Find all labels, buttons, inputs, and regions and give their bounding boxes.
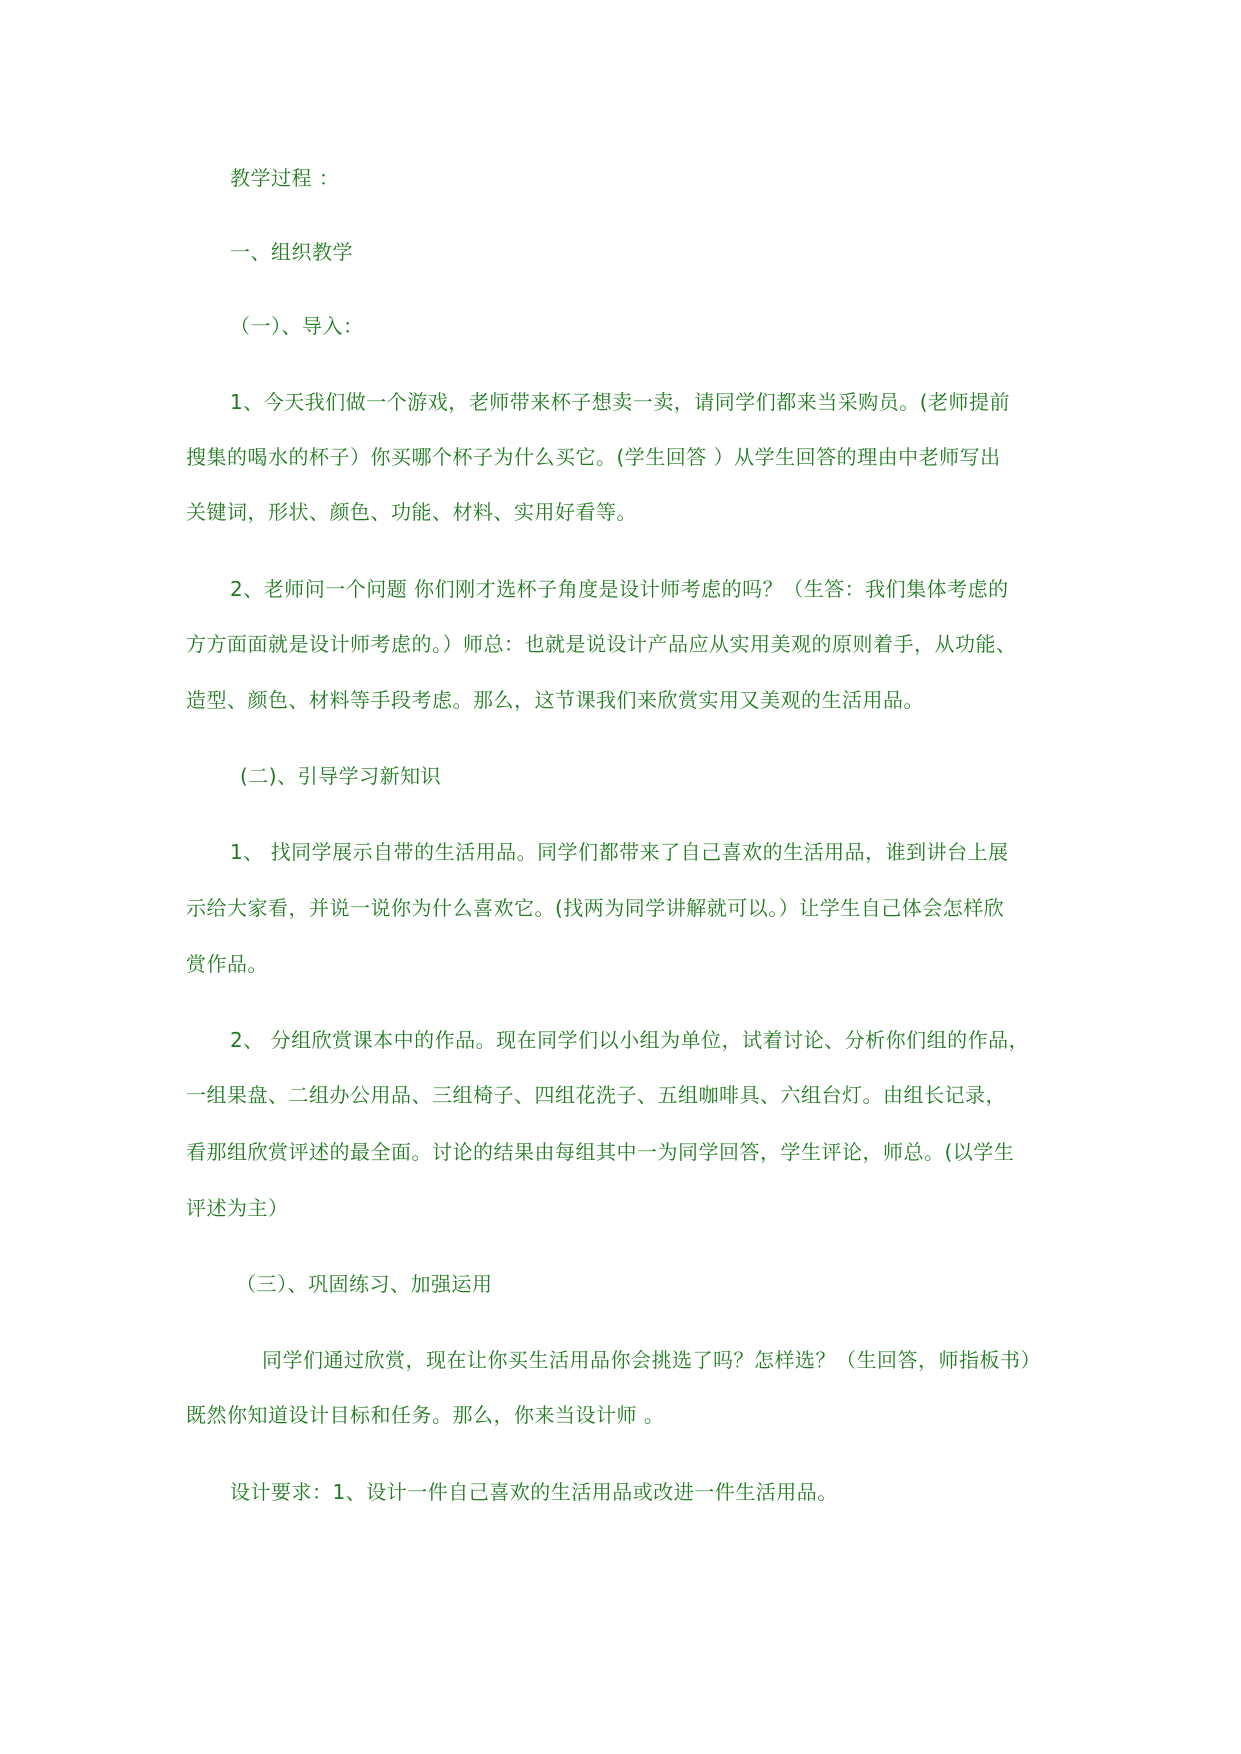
section-organize-teaching: 一、组织教学 (230, 240, 353, 264)
paragraph-line: 看那组欣赏评述的最全面。讨论的结果由每组其中一为同学回答，学生评论，师总。(以学生 (186, 1140, 1015, 1164)
paragraph-line: 2、老师问一个问题 你们刚才选杯子角度是设计师考虑的吗？（生答：我们集体考虑的 (230, 577, 1009, 601)
paragraph-line: 1、 找同学展示自带的生活用品。同学们都带来了自己喜欢的生活用品，谁到讲台上展 (230, 840, 1009, 864)
subsection-new-knowledge: (二)、引导学习新知识 (240, 764, 442, 788)
paragraph-line: 关键词，形状、颜色、功能、材料、实用好看等。 (186, 500, 637, 524)
paragraph-line: 同学们通过欣赏，现在让你买生活用品你会挑选了吗？怎样选？（生回答，师指板书） (262, 1348, 1041, 1372)
paragraph-line: 造型、颜色、材料等手段考虑。那么，这节课我们来欣赏实用又美观的生活用品。 (186, 688, 924, 712)
paragraph-line: 1、今天我们做一个游戏，老师带来杯子想卖一卖，请同学们都来当采购员。(老师提前 (230, 390, 1011, 414)
paragraph-line: 一组果盘、二组办公用品、三组椅子、四组花洗子、五组咖啡具、六组台灯。由组长记录， (186, 1083, 1006, 1107)
subsection-practice: （三）、巩固练习、加强运用 (236, 1272, 493, 1296)
paragraph-line: 赏作品。 (186, 952, 268, 976)
paragraph-line: 既然你知道设计目标和任务。那么，你来当设计师 。 (186, 1403, 665, 1427)
paragraph-line: 2、 分组欣赏课本中的作品。现在同学们以小组为单位，试着讨论、分析你们组的作品， (230, 1028, 1030, 1052)
subsection-introduction: （一）、导入： (230, 314, 364, 338)
design-requirements: 设计要求：1、设计一件自己喜欢的生活用品或改进一件生活用品。 (230, 1480, 838, 1504)
heading-teaching-process: 教学过程 ： (230, 166, 340, 190)
paragraph-line: 评述为主） (186, 1196, 289, 1220)
paragraph-line: 示给大家看，并说一说你为什么喜欢它。(找两为同学讲解就可以。）让学生自己体会怎样欣 (186, 896, 1005, 920)
paragraph-line: 方方面面就是设计师考虑的。）师总：也就是说设计产品应从实用美观的原则着手，从功能、 (186, 632, 1017, 656)
paragraph-line: 搜集的喝水的杯子）你买哪个杯子为什么买它。(学生回答 ）从学生回答的理由中老师写出 (186, 445, 1001, 469)
